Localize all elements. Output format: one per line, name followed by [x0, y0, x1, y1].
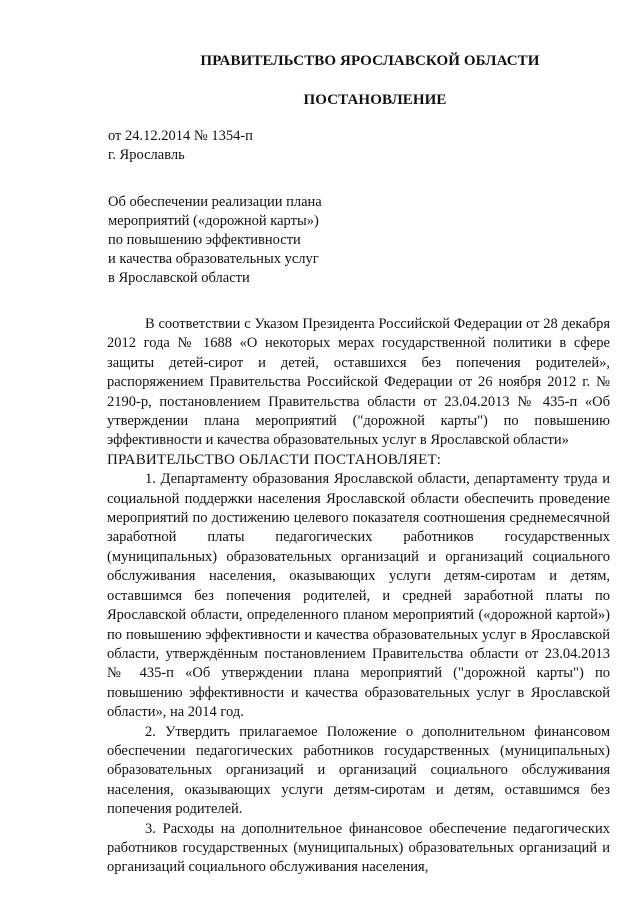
city: г. Ярославль [108, 147, 185, 163]
subject-line: мероприятий («дорожной карты») [108, 213, 319, 229]
item-3-paragraph: 3. Расходы на дополнительное финансовое обеспечение педагогических работников государственных (муниципальных) образовательных организаций и организаций социального обслуживания населения, [107, 820, 610, 876]
resolve-statement: ПРАВИТЕЛЬСТВО ОБЛАСТИ ПОСТАНОВЛЯЕТ: [107, 451, 442, 468]
subject-line: и качества образовательных услуг [108, 251, 319, 267]
subject-line: Об обеспечении реализации плана [108, 194, 322, 210]
document-body [107, 315, 610, 878]
date-number: от 24.12.2014 № 1354-п [108, 128, 253, 144]
item-1-paragraph: 1. Департаменту образования Ярославской области, департаменту труда и социальной поддержки населения Ярославской области обеспечить проведение мероприятий по достижению целевого показателя соотношения среднемесячной заработной платы педагогических работников государственных (муниципальных) образовательных организаций и организаций социального обслуживания населения, оказывающих услуги детям-сиротам и детям, оставшимся без попечения родителей, и средней заработной платы по Ярославской области, определенного планом мероприятий («дорожной картой») по повышению эффективности и качества образовательных услуг в Ярославской области, утверждённым постановлением Правительства области от 23.04.2013 № 435-п «Об утверждении плана мероприятий ("дорожной карты") по повышению эффективности и качества образовательных услуг в Ярославской области», на 2014 год. [107, 471, 610, 721]
government-heading: ПРАВИТЕЛЬСТВО ЯРОСЛАВСКОЙ ОБЛАСТИ [200, 53, 540, 69]
item-2-paragraph: 2. Утвердить прилагаемое Положение о дополнительном финансовом обеспечении педагогических работников государственных (муниципальных) образовательных организаций и организаций социального обслуживания населения, оказывающих услуги детям-сиротам и детям, оставшимся без попечения родителей. [107, 723, 610, 818]
preamble-paragraph: В соответствии с Указом Президента Российской Федерации от 28 декабря 2012 года № 1688 «О некоторых мерах государственной политики в сфере защиты детей-сирот и детей, оставшихся без попечения родителей», распоряжением Правительства Российской Федерации от 26 ноября 2012 г. № 2190-р, постановлением Правительства области от 23.04.2013 № 435-п «Об утверждении плана мероприятий ("дорожной карты") по повышению эффективности и качества образовательных услуг в Ярославской области» [107, 316, 610, 449]
subject-line: по повышению эффективности [108, 232, 301, 248]
document-type-heading: ПОСТАНОВЛЕНИЕ [303, 92, 447, 108]
subject-line: в Ярославской области [108, 270, 250, 286]
